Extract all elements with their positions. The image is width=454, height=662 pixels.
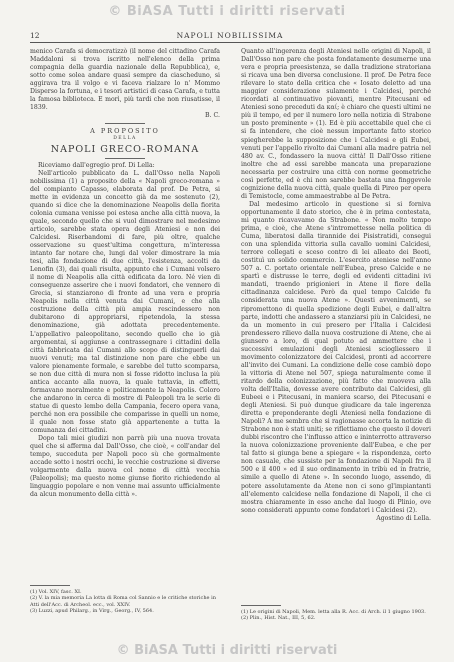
signature: Agostino di Lella.: [376, 514, 431, 522]
author-initials: B. C.: [205, 112, 220, 120]
journal-title: NAPOLI NOBILISSIMA: [176, 31, 284, 40]
title-divider: [105, 158, 145, 159]
footnotes-right: [241, 609, 431, 622]
article-title-della: DELLA: [113, 136, 137, 142]
header-rule: [30, 42, 430, 43]
footnote: (2) Plin., Hist. Nat., III, 5, 62.: [241, 615, 316, 622]
body-paragraph: Nell'articolo pubblicato da L. dall'Osso nella Napoli nobilissima (1) a proposito della « Napoli greco-romana » del compianto Capasso, elaborata dal prof. De Petra, si mette in evidenza un concetto già da me sostenuto (2), quando si dice che la denominazione Neapolis della fiorita colonia cumana venisse poi estesa anche alla città nuova, la quale, secondo quello che si vuol dimostrare nel medesimo articolo, sarebbe stata opera degli Ateniesi e non dei Calcidesi. Riserbandomi di fare, più oltre, qualche osservazione su quest'ultima congettura, m'interessa intanto far notare che, lungi dal voler dimostrare la mia tesi, alla fondazione di due città, l'esistenza, accolti da Lenofin (3), dai quali risulta, appunto che i Cumani volsero il nome di Neapolis alla città edificata da loro. Né vien di conseguenze asserire che i nuovi fondatori, che vennero di Grecia, si stanziarono di fronte ad una vera e propria Neapolis nella città venuta dai Cumani, e che alla costruzione della città più ampia rescindessero non dubitarono di appropriarsi, ripetendola, la stessa denominazione, già adottata precedentemente. L'appellativo paleopolitano, secondo quello che io già argomentai, si aggiunse a contrassegnare i cittadini della città fabbricata dai Cumani allo scopo di distinguerli dai nuovi venuti; ma tal distinzione non pare che ebbe un valore pienamente formale, e sarebbe del tutto scomparsa, se non due città di mura non si fosse ridotto inclusa la più antica accanto alla nuova, la quale tuttavia, in effetti, formavano moralmente e politicamente la Neapolis. Coloro che andarono in cerca di mostre di Paleopoli tra le serie di statue di questo lembo della Campania, fecero opera vana, perché non era possibile che comparisse in quelli un nome, il quale non fosse stato già appartenente a tutta la comunanza dei cittadini.: [30, 169, 220, 435]
right-column: [241, 48, 431, 523]
watermark-top: © BiASA Tutti i diritti riservati: [108, 4, 346, 19]
footnotes-left: [30, 589, 220, 615]
intro-paragraph: menico Carafa si democratizzò (il nome del cittadino Carafa Maddaloni si trova iscritto nell'elenco della prima compagnia della guardia nazionale della Repubblica), e, sotto come solea andare quasi sempre da ciascheduno, si aggirava tra il volgo e vi faceva rialzare lo n' Mommo Disperso la fortuna, e i tesori artistici di casa Carafa, e tutta la famosa biblioteca. E morì, più tardi che non riusatisse, il 1839.: [30, 48, 220, 112]
footnote: (1) Le origini di Napoli, Mem. letta alla R. Acc. di Arch. il 1 giugno 1903.: [241, 609, 426, 615]
body-paragraph: Dopo tali miei giudizi non parrà più una nuova trovata quel che si afferma dal Dall'Osso, che cioè, « coll'andar del tempo, succeduta per Napoli poco sù che gormalmente accade sotto i nostri occhi, le vecchie costruzione si diverse volgarmente dalla nuova col nome di città vecchia (Paleopolis); ma questo nome giunse fiorito richiedendo al linguaggio popolare e non venne mai assunto ufficialmente da alcun monumento della città ».: [30, 435, 220, 499]
watermark-bottom: © BiASA Tutti i diritti riservati: [116, 643, 338, 658]
footnote-rule-right: [241, 605, 281, 606]
page-number: 12: [30, 31, 40, 40]
footnote: (2) V. la mia memoria La lotta di Roma col Sannio e le critiche storiche in Atti dell'Acc. di Archeol. ecc., vol. XXIV.: [30, 595, 216, 608]
article-title: NAPOLI GRECO-ROMANA: [50, 143, 200, 155]
footnote: (3) Luzzi, apud Philarg., in Virg., Georg., IV, 564.: [30, 608, 154, 615]
running-header: [30, 31, 430, 41]
article-title-small: A PROPOSITO: [90, 127, 160, 136]
footnote: (1) Vol. XIV, fasc. XI.: [30, 589, 82, 595]
footnote-rule-left: [30, 585, 70, 586]
letter-opening: Riceviamo dall'egregio prof. Di Lella:: [38, 161, 155, 169]
body-paragraph: Quanto all'ingerenza degli Ateniesi nelle origini di Napoli, il Dall'Osso non pare che posta fondatamente desumerne una vera e propria preesistenza, se dalla tradizione stratoriana si ricava una ben diversa conclusione. Il prof. De Petra fece rilevare lo stato della critica che « Iosato deletto ad una maggior considerazione sulamente i Calcidesi, perché ricordati al continuativo piovanti, mentre Pitecusani ed Ateniesi sono preceduti da καί; è chiaro che questi ultimi ne più il tempo, ed per il numero loro nella notizia di Strabone un posto preminente » (1). Ed è più accettabile quel che ci si fa intendere, che cioè nessun importante fatto storico spiegherebbe la supposizione che i Calcidesi e gli Eubei, venuti per l'appello rivolto dai Cumani alla madre patria nel 480 av. C., fondassero la nuova città! Il Dall'Osso ritiene inoltre che ad essi sarebbe mancata una preparazione necessaria per costruire una città con norme geometriche così perfette, ed è chi non sarebbe bastata una finggevole cognizione della nuova città, quale quella di Pireo per opera di Temistocle, come ammaestrabbe al De Petra.: [241, 48, 431, 200]
left-column: [30, 48, 220, 499]
section-divider: [105, 123, 145, 124]
body-paragraph: Dal medesimo articolo in questione si si forniva opportunamente il dato storico, che è in prima contestata, mi quanto ricavavamo da Strabone. « Non molto tempo prima, e cioè, che Atene s'intromettesse nella politica di Cuma, liberatosi dalla tirannide dei Pisistratidi, consegui con una splendida vittoria sulla cavallo uomini Calcidesi, terrore collegati e sceso contro di lei alleato dei Beoti, costituì un solido commercio. L'esercito ateniese nell'anno 507 a. C. portato orientale nell'Eubea, preso Calcide e ne spartì e distrusse le terre, degli ed evidenti cittadini ivi mandati, traendo prigionieri in Atene il fiore della cittadinanza calcidese. Però da quel tempo Calcide fu considerata una nuova Atene ». Questi avvenimenti, se ripromettono di quella spedizione degli Eubei, e dall'altra parte, indotti che andassero a stanziarsi più in Calcidesi, ne da un momento in cui presero per l'Italia i Calcidesi prendessero rilievo dalla nuova costruzione di Atene, che ai giunsero a loro, di qual potuto ad ammettere che i successivi emulazioni degli Ateniesi sciogliessero il movimento colonizzatore dei Calcidesi, pronti ad accorrere all'invito dei Cumani. La condizione delle cose cambiò dopo la vittoria di Atene nel 507, spiega naturalmente come il ritardo della colonizzazione, più fatto che muoveva alla volta dell'Italia, dovesse avere contributo dai Calcidesi, gli Eubeei e i Pitecusani, in maniera scarso, dei Pitecusani e degli Ateniesi. Si può dunque giudicare da tale ingerenza diretta e preponderante degli Ateniesi nella fondazione di Napoli? A me sembra che si ragionasse accorta la notizie di Strabone non è stati uniti; se riflettiamo che questo il doveri dubbi riscontro che l'influsso attico e ininterrotto attraverso la nuova colonizzazione proveniente dall'Eubea, e che per tal fatto si giunga bene a spiegare « la rispondenza, certo non casuale, che sussiste per la fondazione di Napoli fra il 500 e il 400 » ed il suo ordinamento in tribù ed in fratrie, simile a quello di Atene ». In secondo luogo, assendo, di potere assolutamente da Atene non ci sono gl'impiantanti all'elemento calcidese nella fondazione di Napoli, il che ci mostra chiaramente in esso anche dal luogo di Plinio, ove sono considerati appunto come fondatori i Calcidesi (2).: [241, 200, 431, 514]
